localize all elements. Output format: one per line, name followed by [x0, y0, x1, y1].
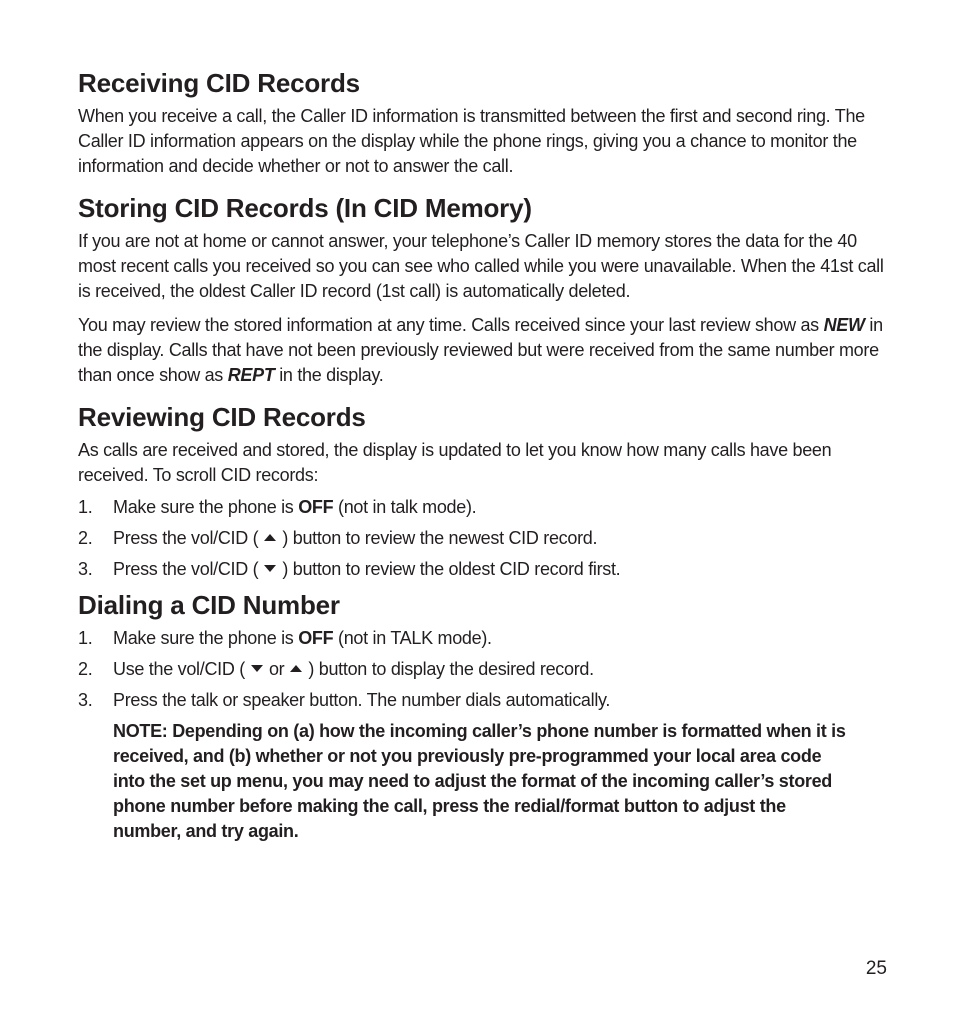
step-text: Press the talk or speaker button. The number dials automatically.: [113, 690, 611, 710]
arrow-up-icon: [264, 534, 276, 541]
step-text: Press the vol/CID (: [113, 559, 259, 579]
off-keyword: OFF: [298, 628, 334, 648]
step-text: (not in TALK mode).: [333, 628, 492, 648]
step-text: (not in talk mode).: [333, 497, 477, 517]
step-text: Make sure the phone is: [113, 628, 299, 648]
step-number: 2.: [78, 659, 93, 679]
arrow-down-icon: [251, 665, 263, 672]
manual-page: [78, 68, 890, 844]
page-number: 25: [865, 958, 887, 979]
step-text: or: [268, 659, 285, 679]
list-item: [78, 557, 890, 582]
arrow-down-icon: [264, 565, 276, 572]
list-item: [78, 688, 890, 713]
step-text: Make sure the phone is: [113, 497, 299, 517]
step-number: 3.: [78, 690, 93, 710]
heading-reviewing-cid: Reviewing CID Records: [78, 402, 366, 432]
step-text: Use the vol/CID (: [113, 659, 245, 679]
heading-dialing-cid: Dialing a CID Number: [78, 590, 340, 620]
list-item: [78, 657, 890, 682]
reviewing-body: As calls are received and stored, the display is updated to let you know how many calls have been received. To scroll CID records:: [78, 440, 832, 485]
list-item: [78, 526, 890, 551]
note-text: NOTE: Depending on (a) how the incoming caller’s phone number is formatted when it is received, and (b) whether or not you previously pre-programmed your local area code into the set up menu, you may need to adjust the format of the incoming caller’s stored phone number before making the call, press the redial/format button to adjust the number, and try again.: [113, 721, 846, 841]
off-keyword: OFF: [298, 497, 334, 517]
heading-storing-cid: Storing CID Records (In CID Memory): [78, 193, 532, 223]
heading-receiving-cid: Receiving CID Records: [78, 68, 360, 98]
step-number: 1.: [78, 628, 93, 648]
list-item: [78, 626, 890, 651]
dialing-steps: [78, 626, 890, 713]
step-text: ) button to review the newest CID record.: [282, 528, 598, 548]
reviewing-steps: [78, 495, 890, 582]
rept-indicator: REPT: [227, 365, 275, 385]
list-item: [78, 495, 890, 520]
arrow-up-icon: [290, 665, 302, 672]
step-number: 1.: [78, 497, 93, 517]
storing-body-2-a: You may review the stored information at any time. Calls received since your last review show as: [78, 315, 824, 335]
storing-body-2: [78, 313, 890, 388]
new-indicator: NEW: [823, 315, 865, 335]
storing-body-2-c: in the display.: [274, 365, 384, 385]
storing-body-1: If you are not at home or cannot answer, your telephone’s Caller ID memory stores the data for the 40 most recent calls you received so you can see who called while you were unavailable. When the 41st call is received, the oldest Caller ID record (1st call) is automatically deleted.: [78, 231, 884, 301]
step-text: ) button to display the desired record.: [308, 659, 594, 679]
step-text: ) button to review the oldest CID record first.: [282, 559, 621, 579]
storing-body-2-b: in the display. Calls that have not been previously reviewed but were received from the same number more than once show as: [78, 315, 883, 385]
step-number: 3.: [78, 559, 93, 579]
step-text: Press the vol/CID (: [113, 528, 259, 548]
step-number: 2.: [78, 528, 93, 548]
receiving-body: When you receive a call, the Caller ID information is transmitted between the first and second ring. The Caller ID information appears on the display while the phone rings, giving you a chance to monitor the information and decide whether or not to answer the call.: [78, 106, 865, 176]
